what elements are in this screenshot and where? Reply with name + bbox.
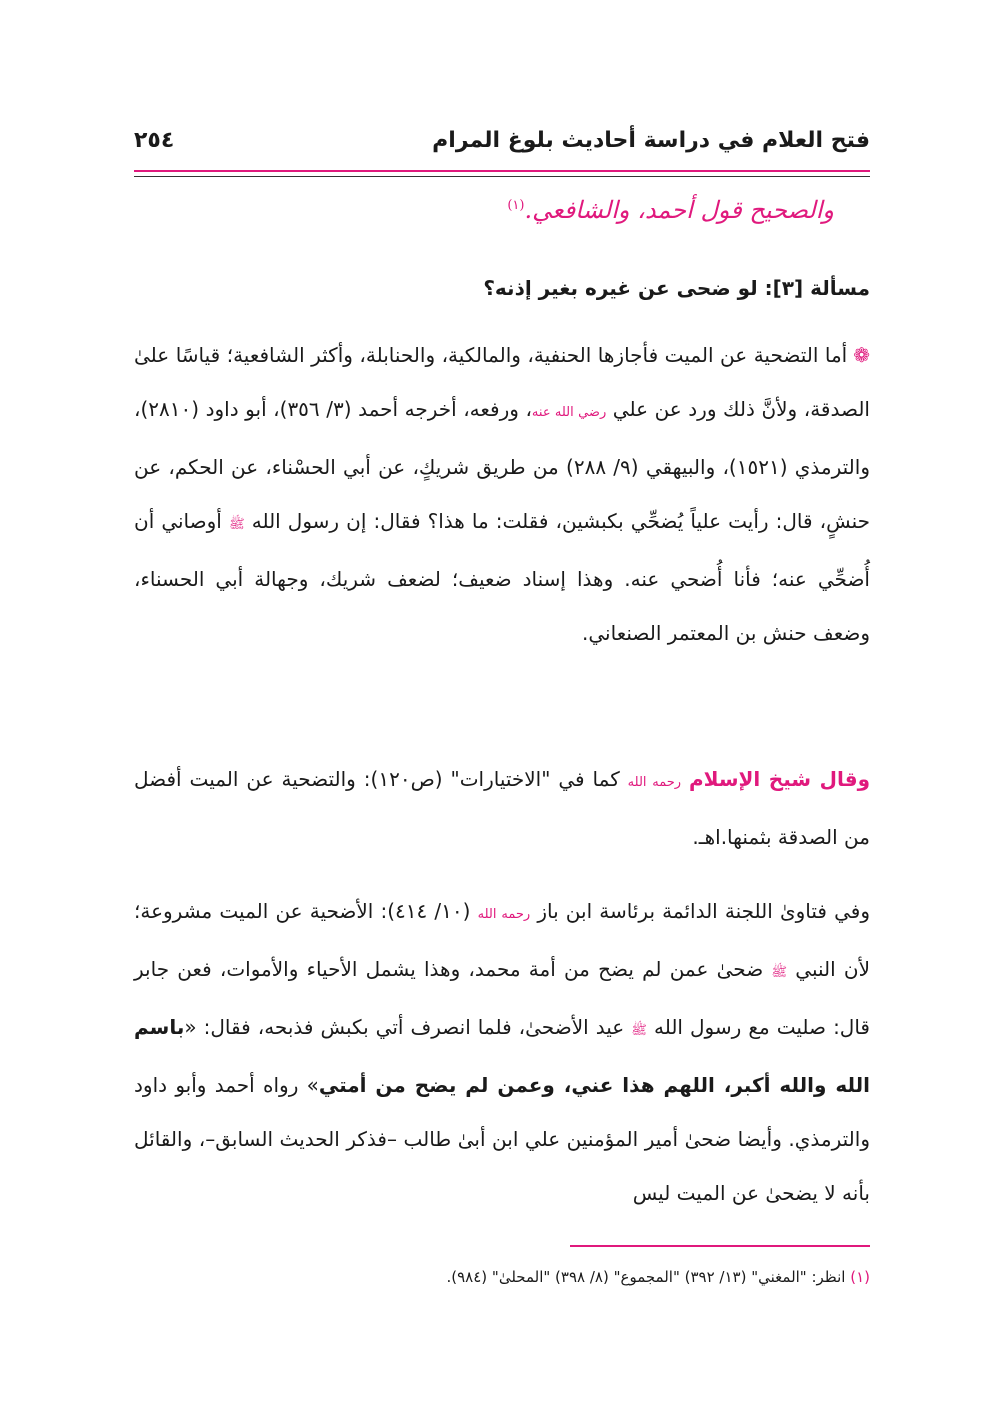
paragraph-text: وفي فتاوىٰ اللجنة الدائمة برئاسة ابن باز [530, 899, 870, 923]
issue-heading [483, 276, 870, 300]
honorific-glyph: رضي الله عنه [531, 405, 607, 420]
header-rule-pink [134, 170, 870, 172]
paragraph-text: كما في "الاختيارات" (ص١٢٠): والتضحية عن الميت أفضل من الصدقة بثمنها.اهـ. [134, 767, 870, 849]
salawat-glyph: ﷺ [631, 1023, 647, 1038]
paragraph-text: ، ورفعه، أخرجه أحمد (٣/ ٣٥٦)، أبو داود (٢٨١٠)، والترمذي (١٥٢١)، والبيهقي (٩/ ٢٨٨) من طريق شريكٍ، عن أبي الحسْناء، عن الحكم، عن حنشٍ، قال: رأيت علياً يُضحِّي بكبشين، فقلت: ما هذا؟ فقال: إن رسول الله [134, 397, 870, 533]
running-header [134, 128, 870, 168]
issue-question: لو ضحى عن غيره بغير إذنه؟ [483, 276, 758, 300]
paragraph-2 [134, 752, 870, 864]
footnote-rule [570, 1245, 870, 1247]
paragraph-text: عيد الأضحىٰ، فلما انصرف أتي بكبش فذبحه، فقال: « [184, 1015, 632, 1039]
paragraph-text: أوصاني أن أُضحِّي عنه؛ فأنا أُضحي عنه. وهذا إسناد ضعيف؛ لضعف شريك، وجهالة أبي الحسناء، وضعف حنش بن المعتمر الصنعاني. [134, 509, 870, 645]
footnote [447, 1268, 871, 1286]
scholar-name: وقال شيخ الإسلام [689, 767, 870, 791]
header-rule-dark [134, 176, 870, 177]
honorific-glyph: رحمه الله [477, 907, 531, 922]
footnote-ref[interactable]: (١) [507, 198, 525, 213]
paragraph-text: » رواه أحمد وأبو داود والترمذي. وأيضا ضحىٰ أمير المؤمنين علي ابن أبىٰ طالب –فذكر الحديث السابق–، والقائل بأنه لا يضحىٰ عن الميت ليس [134, 1073, 870, 1205]
footnote-text: انظر: "المغني" (١٣/ ٣٩٢) "المجموع" (٨/ ٣٩٨) "المحلىٰ" (٩٨٤). [446, 1268, 851, 1286]
flower-ornament-icon: ❁ [853, 343, 870, 367]
paragraph-1 [134, 328, 870, 660]
book-title: فتح العلام في دراسة أحاديث بلوغ المرام [432, 128, 870, 153]
honorific-glyph: رحمه الله [627, 775, 682, 790]
hadith-quote: باسم الله والله أكبر، اللهم هذا عني، وعمن لم يضح من أمتي [134, 1015, 871, 1097]
footnote-number: (١) [850, 1268, 870, 1286]
salawat-glyph: ﷺ [771, 965, 788, 980]
quote-text: والصحيح قول أحمد، والشافعي. [524, 196, 834, 224]
paragraph-text: ضحىٰ عمن لم يضح من أمة محمد، وهذا يشمل الأحياء والأموات، فعن جابر قال: صليت مع رسول الله [134, 957, 870, 1039]
issue-label: مسألة [٣]: [764, 276, 870, 300]
paragraph-3 [134, 884, 870, 1220]
page-number: ٢٥٤ [134, 128, 175, 153]
paragraph-text: أما التضحية عن الميت فأجازها الحنفية، والمالكية، والحنابلة، وأكثر الشافعية؛ قياسًا علىٰ الصدقة، ولأنَّ ذلك ورد عن علي [134, 343, 870, 421]
salawat-glyph: ﷺ [228, 517, 245, 532]
quoted-statement [507, 196, 834, 224]
paragraph-text: (١٠/ ٤١٤): الأضحية عن الميت مشروعة؛ لأن النبي [134, 899, 870, 981]
